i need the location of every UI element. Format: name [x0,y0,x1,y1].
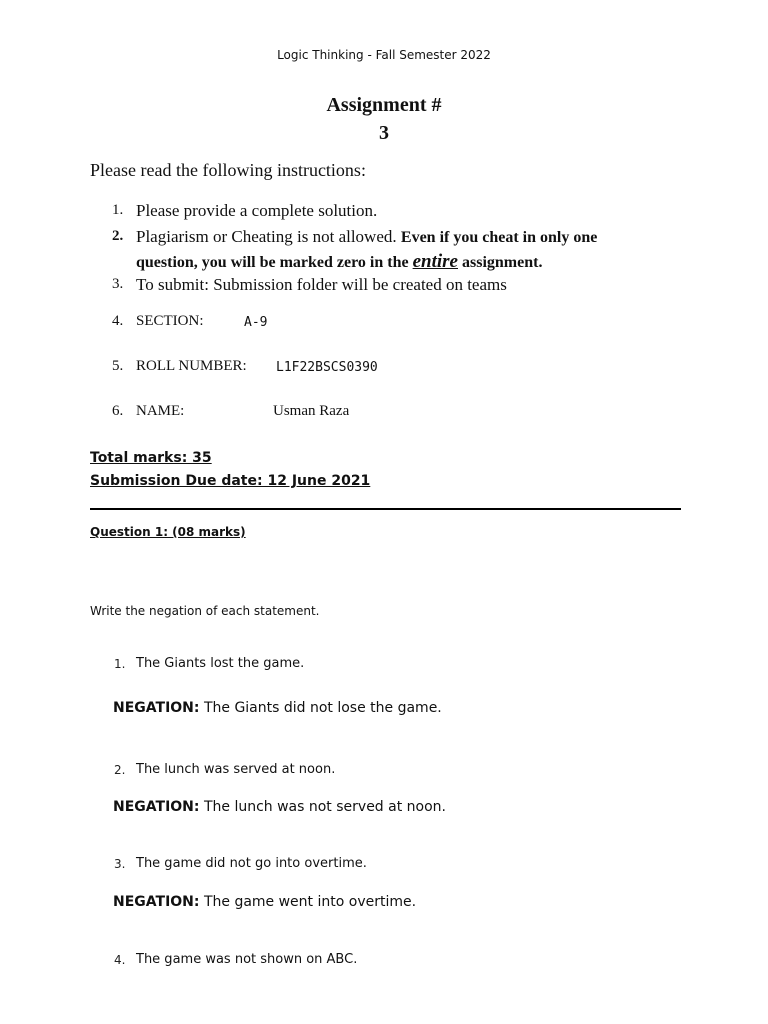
roll-number-label: ROLL NUMBER: [136,358,247,374]
instruction-item [112,227,123,245]
warning-text: question, you will be marked zero in the [136,254,409,271]
list-number: 2. [112,228,124,244]
list-number: 5. [112,358,124,374]
assignment-title: Assignment # [326,94,442,116]
negation-answer [113,894,416,910]
cheating-warning-cont [136,251,542,273]
cheating-warning: Even if you cheat in only one [400,229,598,246]
assignment-number: 3 [379,122,389,144]
list-number: 2. [114,763,126,777]
horizontal-divider [90,508,681,510]
name-label: NAME: [136,403,185,419]
instruction-item [112,201,123,219]
list-number: 3. [114,857,126,871]
section-value: A-9 [244,315,268,330]
list-number: 4. [112,313,124,329]
list-number: 3. [112,276,124,292]
statement: The lunch was served at noon. [136,762,336,777]
list-number: 6. [112,403,124,419]
statement: The game was not shown on ABC. [136,952,358,967]
negation-text: The lunch was not served at noon. [203,799,446,815]
section-label: SECTION: [136,313,204,329]
list-number: 4. [114,953,126,967]
instruction-text: Please provide a complete solution. [136,201,378,220]
negation-answer [113,700,442,716]
warning-end: assignment. [462,254,543,271]
due-date: Submission Due date: 12 June 2021 [90,473,371,489]
negation-label: NEGATION: [113,894,200,910]
list-number: 1. [114,657,126,671]
negation-text: The Giants did not lose the game. [203,700,442,716]
statement: The Giants lost the game. [136,656,305,671]
instruction-text: To submit: Submission folder will be created on teams [136,275,507,294]
instruction-item [112,275,123,293]
course-header: Logic Thinking - Fall Semester 2022 [277,48,491,62]
negation-label: NEGATION: [113,700,200,716]
statement: The game did not go into overtime. [136,856,367,871]
total-marks: Total marks: 35 [90,450,212,466]
question-prompt: Write the negation of each statement. [90,604,320,618]
negation-text: The game went into overtime. [203,894,417,910]
name-value: Usman Raza [273,403,350,419]
negation-label: NEGATION: [113,799,200,815]
question-heading: Question 1: (08 marks) [90,525,246,539]
list-number: 1. [112,202,124,218]
negation-answer [113,799,446,815]
emphasis-entire: entire [412,251,458,272]
instruction-text [136,227,597,247]
instructions-heading: Please read the following instructions: [90,160,366,180]
plagiarism-rule: Plagiarism or Cheating is not allowed. [136,227,397,246]
roll-number-value: L1F22BSCS0390 [276,360,378,375]
